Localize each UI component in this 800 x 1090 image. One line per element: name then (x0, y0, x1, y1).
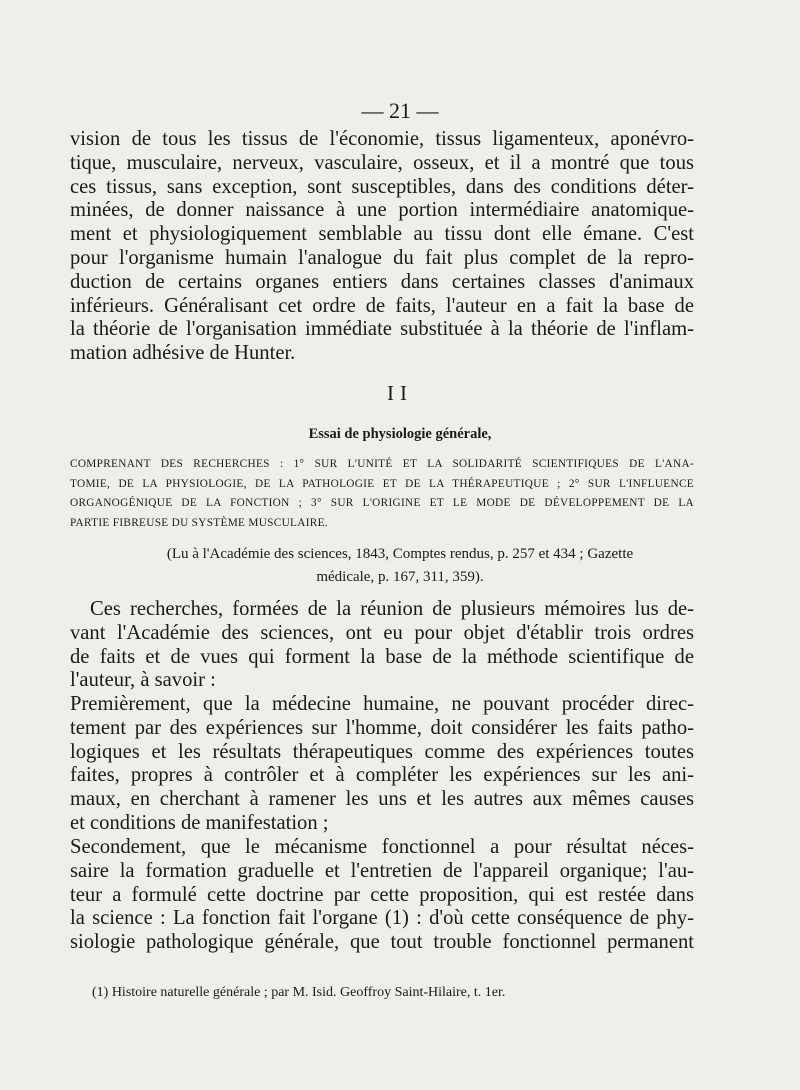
text-line: ment et physiologiquement semblable au tissu dont elle émane. C'est (70, 223, 694, 246)
text-line: logiques et les résultats thérapeutiques comme des expériences toutes (70, 740, 694, 763)
text-line: tique, musculaire, nerveux, vasculaire, osseux, et il a montré que tous (70, 151, 694, 174)
text-line: inférieurs. Généralisant cet ordre de faits, l'auteur en a fait la base de (70, 294, 694, 317)
text-line: teur a formulé cette doctrine par cette proposition, qui est restée dans (70, 883, 694, 906)
paragraph-3 (70, 693, 694, 836)
text-line: minées, de donner naissance à une portion intermédiaire anatomique- (70, 199, 694, 222)
footnote: (1) Histoire naturelle générale ; par M. Isid. Geoffroy Saint-Hilaire, t. 1er. (92, 985, 506, 1000)
section-title: Essai de physiologie générale, (308, 426, 492, 442)
summary-line: COMPRENANT DES RECHERCHES : 1° SUR L'UNITÉ ET LA SOLIDARITÉ SCIENTIFIQUES DE L'ANA- (70, 458, 694, 470)
text-line: Secondement, que le mécanisme fonctionnel a pour résultat néces- (70, 836, 694, 858)
text-line: l'auteur, à savoir : (70, 669, 216, 692)
section-number: II (387, 381, 413, 405)
text-line: et conditions de manifestation ; (70, 811, 329, 834)
section-summary (70, 455, 694, 533)
text-line: faites, propres à contrôler et à compléter les expériences sur les ani- (70, 764, 694, 787)
text-line: maux, en cherchant à ramener les uns et les autres aux mêmes causes (70, 788, 694, 811)
summary-line: TOMIE, DE LA PHYSIOLOGIE, DE LA PATHOLOGIE ET DE LA THÉRAPEUTIQUE ; 2° SUR L'INFLUENCE (70, 477, 694, 490)
paragraph-4 (70, 836, 694, 955)
text-line: pour l'organisme humain l'analogue du fait plus complet de la repro- (70, 246, 694, 269)
paragraph-1 (70, 128, 694, 366)
text-line: duction de certains organes entiers dans certaines classes d'animaux (70, 270, 694, 293)
summary-line: PARTIE FIBREUSE DU SYSTÈME MUSCULAIRE. (70, 516, 328, 529)
summary-line: ORGANOGÉNIQUE DE LA FONCTION ; 3° SUR L'ORIGINE ET LE MODE DE DÉVELOPPEMENT DE LA (70, 497, 694, 510)
text-line: saire la formation graduelle et l'entretien de l'appareil organique; l'au- (70, 859, 694, 882)
publication-reference (0, 543, 800, 589)
text-line: ces tissus, sans exception, sont susceptibles, dans des conditions déter- (70, 175, 694, 198)
text-line: vant l'Académie des sciences, ont eu pour objet d'établir trois ordres (70, 621, 694, 644)
text-line: vision de tous les tissus de l'économie, tissus ligamenteux, aponévro- (70, 128, 694, 150)
text-line: siologie pathologique générale, que tout trouble fonctionnel permanent (70, 931, 694, 954)
paragraph-2 (70, 598, 694, 693)
text-line: de faits et de vues qui forment la base de la méthode scientifique de (70, 645, 694, 668)
text-line: la théorie de l'organisation immédiate substituée à la théorie de l'inflam- (70, 318, 694, 341)
reference-line: (Lu à l'Académie des sciences, 1843, Comptes rendus, p. 257 et 434 ; Gazette (166, 546, 634, 562)
reference-line: médicale, p. 167, 311, 359). (316, 569, 484, 585)
page-number: — 21 — (361, 98, 439, 123)
text-line: mation adhésive de Hunter. (70, 342, 296, 365)
text-line: Premièrement, que la médecine humaine, ne pouvant procéder direc- (70, 693, 694, 715)
text-line: la science : La fonction fait l'organe (1) : d'où cette conséquence de phy- (70, 907, 694, 930)
text-line: tement par des expériences sur l'homme, doit considérer les faits patho- (70, 716, 694, 739)
text-line: Ces recherches, formées de la réunion de plusieurs mémoires lus de- (90, 598, 694, 620)
